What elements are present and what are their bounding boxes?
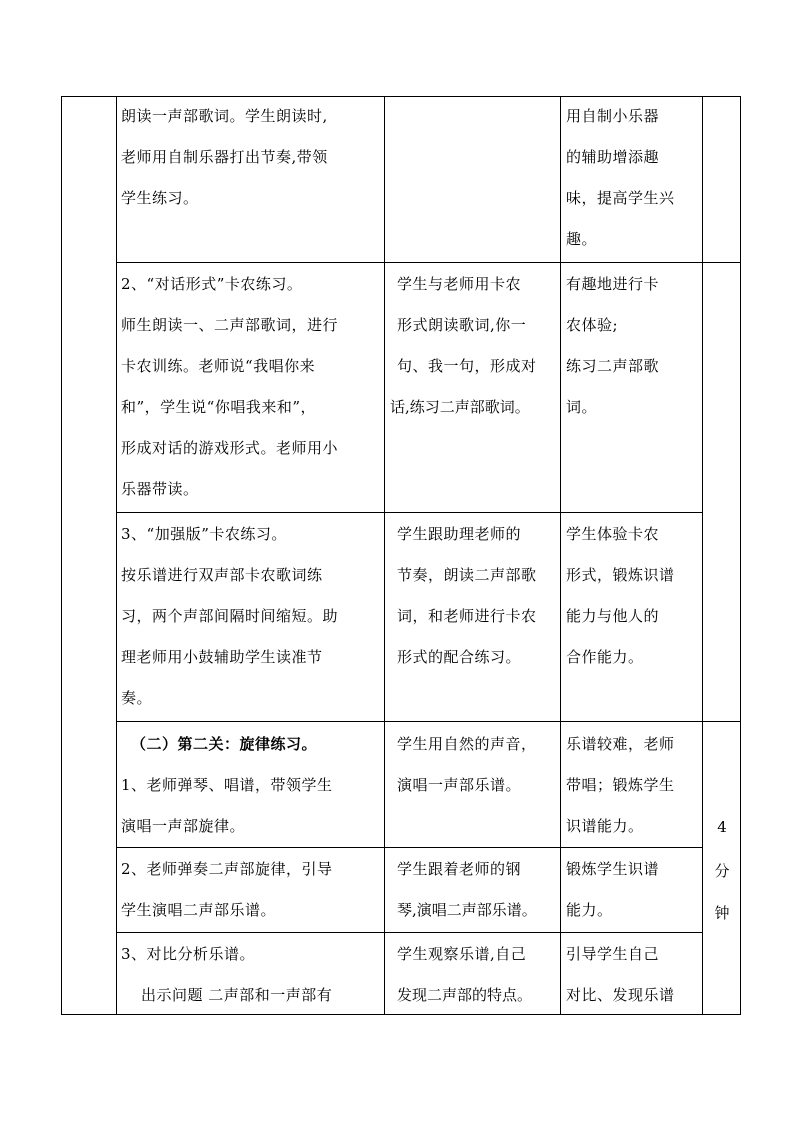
- row3-student-line-4: 形式的配合练习。: [397, 648, 522, 666]
- row6-student-cell: [397, 934, 559, 1016]
- row2-intent-cell: [566, 264, 701, 428]
- row4-intent-cell: [566, 724, 701, 847]
- row2-content-cell: [121, 264, 383, 510]
- row4-student-line-2: 演唱一声部乐谱。: [397, 776, 522, 794]
- row1-content-line-1: 朗读一声部歌词。学生朗读时,: [121, 107, 328, 125]
- row6-intent-line-1: 引导学生自己: [566, 945, 660, 963]
- row6-intent-line-2: 对比、发现乐谱: [566, 986, 675, 1004]
- row4-intent-line-1: 乐谱较难，老师: [566, 735, 675, 753]
- row3-content-line-1: 3、“加强版”卡农练习。: [121, 525, 287, 543]
- row4-content-line-1: 1、老师弹琴、唱谱，带领学生: [121, 776, 333, 794]
- row1-intent-line-2: 的辅助增添趣: [566, 148, 660, 166]
- row6-student-line-2: 发现二声部的特点。: [397, 986, 533, 1004]
- row3-content-line-4: 理老师用小鼓辅助学生读准节: [121, 648, 323, 666]
- row2-content-line-3: 卡农训练。老师说“我唱你来: [121, 357, 316, 375]
- row2-intent-line-3: 练习二声部歌: [566, 357, 660, 375]
- row1-intent-line-1: 用自制小乐器: [566, 107, 660, 125]
- row2-content-line-6: 乐器带读。: [121, 480, 199, 498]
- row4-intent-line-3: 识谱能力。: [566, 817, 644, 835]
- row2-student-line-4: 话,练习二声部歌词。: [390, 398, 530, 416]
- row2-content-line-1: 2、“对话形式”卡农练习。: [121, 275, 303, 293]
- row1-content-line-2: 老师用自制乐器打出节奏,带领: [121, 148, 328, 166]
- row4-student-line-1: 学生用自然的声音，: [397, 735, 537, 753]
- row2-student-line-3: 句、我一句，形成对: [397, 357, 537, 375]
- row1-intent-line-3: 味，提高学生兴: [566, 189, 675, 207]
- row5-content-line-2: 学生演唱二声部乐谱。: [121, 901, 277, 919]
- row3-content-line-3: 习，两个声部间隔时间缩短。助: [121, 607, 339, 625]
- row3-intent-cell: [566, 514, 701, 678]
- time-char-fen: 分: [714, 862, 730, 880]
- row1-intent-cell: [566, 96, 701, 260]
- row3-intent-line-2: 形式，锻炼识谱: [566, 566, 675, 584]
- row5-content-cell: [121, 849, 383, 931]
- section-heading-melody: （二）第二关：旋律练习。: [131, 735, 318, 753]
- time-digit: 4: [717, 818, 727, 836]
- row3-student-line-2: 节奏，朗读二声部歌: [397, 566, 537, 584]
- row3-student-line-1: 学生跟助理老师的: [397, 525, 522, 543]
- row2-student-cell: [390, 264, 559, 428]
- row5-student-line-2: 琴,演唱二声部乐谱。: [397, 901, 537, 919]
- row5-student-cell: [397, 849, 559, 931]
- row4-content-line-2: 演唱一声部旋律。: [121, 817, 246, 835]
- row1-intent-line-4: 趣。: [566, 230, 598, 248]
- row3-content-line-5: 奏。: [121, 689, 153, 707]
- row2-student-line-1: 学生与老师用卡农: [397, 275, 522, 293]
- row2-intent-line-1: 有趣地进行卡: [566, 275, 660, 293]
- row6-content-line-2: 出示问题 二声部和一声部有: [141, 986, 333, 1004]
- row2-student-line-2: 形式朗读歌词,你一: [397, 316, 527, 334]
- row3-intent-line-3: 能力与他人的: [566, 607, 660, 625]
- row1-content-cell: [121, 96, 383, 219]
- lesson-plan-table: [61, 96, 741, 1015]
- time-char-zhong: 钟: [714, 904, 730, 922]
- row2-intent-line-4: 词。: [566, 398, 598, 416]
- row3-intent-line-4: 合作能力。: [566, 648, 644, 666]
- row1-content-line-3: 学生练习。: [121, 189, 199, 207]
- row5-intent-cell: [566, 849, 701, 931]
- row2-content-line-2: 师生朗读一、二声部歌词，进行: [121, 316, 339, 334]
- row3-intent-line-1: 学生体验卡农: [566, 525, 660, 543]
- row2-content-line-4: 和”，学生说“你唱我来和”，: [121, 398, 317, 416]
- row3-content-cell: [121, 514, 383, 719]
- row4-student-cell: [397, 724, 559, 806]
- row2-content-line-5: 形成对话的游戏形式。老师用小: [121, 439, 339, 457]
- row6-student-line-1: 学生观察乐谱,自己: [397, 945, 527, 963]
- row3-student-cell: [397, 514, 559, 678]
- row5-intent-line-1: 锻炼学生识谱: [566, 860, 660, 878]
- row6-content-cell: [121, 934, 383, 1016]
- row5-student-line-1: 学生跟着老师的钢: [397, 860, 522, 878]
- row4-intent-line-2: 带唱；锻炼学生: [566, 776, 675, 794]
- row5-content-line-1: 2、老师弹奏二声部旋律，引导: [121, 860, 333, 878]
- row3-student-line-3: 词，和老师进行卡农: [397, 607, 537, 625]
- row6-content-line-1: 3、对比分析乐谱。: [121, 945, 256, 963]
- row5-intent-line-2: 能力。: [566, 901, 613, 919]
- row6-intent-cell: [566, 934, 701, 1016]
- row2-intent-line-2: 农体验;: [566, 316, 619, 334]
- row3-content-line-2: 按乐谱进行双声部卡农歌词练: [121, 566, 323, 584]
- row4-content-cell: [121, 724, 383, 847]
